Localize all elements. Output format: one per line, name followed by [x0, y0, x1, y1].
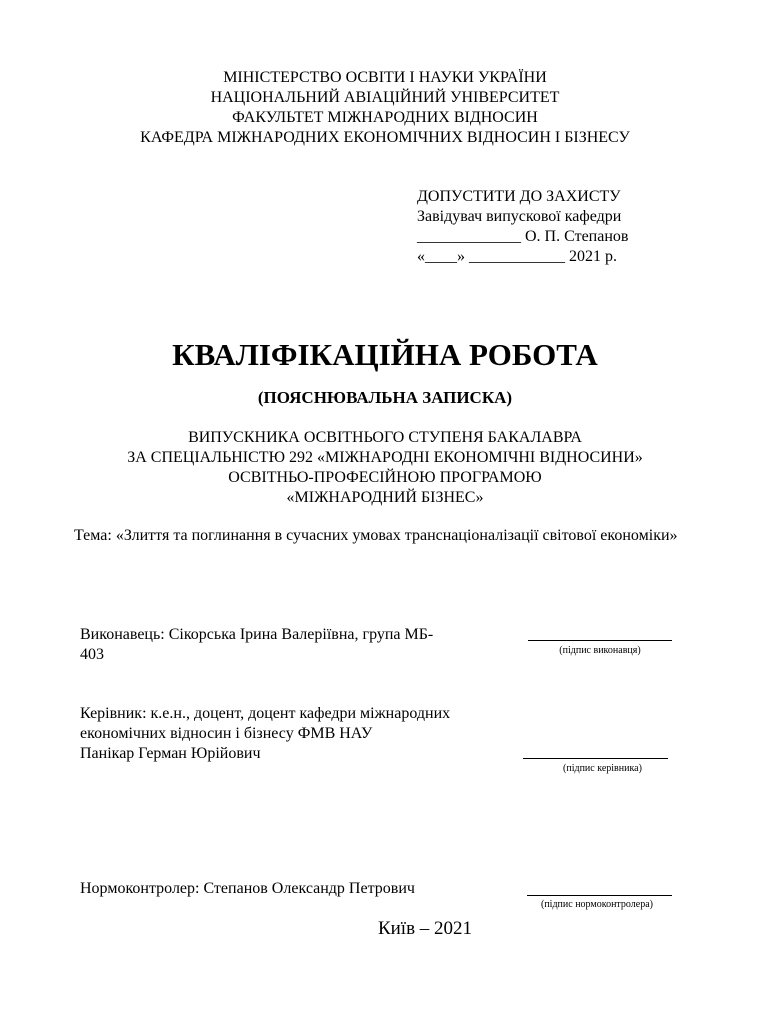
ministry-header	[0, 68, 770, 148]
approval-date-line: «____» ____________ 2021 р.	[417, 248, 617, 265]
normcontroller-signature-caption: (підпис нормоконтролера)	[541, 899, 653, 910]
approval-signature-line: _____________ О. П. Степанов	[417, 228, 629, 245]
approval-block	[417, 187, 628, 267]
normcontroller-name: Нормоконтролер: Степанов Олександр Петрович	[80, 880, 415, 897]
thesis-topic: Тема: «Злиття та поглинання в сучасних умовах транснаціоналізації світової економіки»	[74, 527, 678, 544]
supervisor-block	[80, 704, 520, 764]
document-subtitle: (ПОЯСНЮВАЛЬНА ЗАПИСКА)	[257, 388, 513, 407]
executor-name: Виконавець: Сікорська Ірина Валеріївна, група МБ-	[80, 626, 434, 643]
header-ministry: МІНІСТЕРСТВО ОСВІТИ І НАУКИ УКРАЇНИ	[223, 69, 547, 86]
document-title: КВАЛІФІКАЦІЙНА РОБОТА	[172, 337, 598, 372]
graduate-program-name: «МІЖНАРОДНИЙ БІЗНЕС»	[286, 489, 484, 506]
supervisor-signature-line	[523, 758, 668, 759]
executor-group: 403	[80, 646, 104, 663]
supervisor-title: Керівник: к.е.н., доцент, доцент кафедри міжнародних	[80, 705, 451, 722]
graduate-info	[0, 428, 770, 508]
city-year: Київ – 2021	[377, 918, 473, 939]
executor-block	[80, 625, 520, 665]
supervisor-signature-caption: (підпис керівника)	[563, 763, 642, 774]
executor-signature-line	[528, 640, 672, 641]
graduate-degree: ВИПУСКНИКА ОСВІТНЬОГО СТУПЕНЯ БАКАЛАВРА	[188, 429, 582, 446]
normcontroller-block	[80, 879, 520, 899]
graduate-program-label: ОСВІТНЬО-ПРОФЕСІЙНОЮ ПРОГРАМОЮ	[228, 469, 542, 486]
approval-head-of-department: Завідувач випускової кафедри	[417, 208, 622, 225]
graduate-specialty: ЗА СПЕЦІАЛЬНІСТЮ 292 «МІЖНАРОДНІ ЕКОНОМІЧНІ ВІДНОСИНИ»	[127, 449, 643, 466]
normcontroller-signature-line	[527, 895, 672, 896]
header-department: КАФЕДРА МІЖНАРОДНИХ ЕКОНОМІЧНИХ ВІДНОСИН І БІЗНЕСУ	[140, 129, 630, 146]
header-university: НАЦІОНАЛЬНИЙ АВІАЦІЙНИЙ УНІВЕРСИТЕТ	[210, 89, 560, 106]
executor-signature-caption: (підпис виконавця)	[559, 645, 641, 656]
header-faculty: ФАКУЛЬТЕТ МІЖНАРОДНИХ ВІДНОСИН	[232, 109, 538, 126]
supervisor-department: економічних відносин і бізнесу ФМВ НАУ	[80, 725, 373, 742]
supervisor-name: Панікар Герман Юрійович	[80, 745, 261, 762]
approval-heading: ДОПУСТИТИ ДО ЗАХИСТУ	[417, 188, 621, 205]
